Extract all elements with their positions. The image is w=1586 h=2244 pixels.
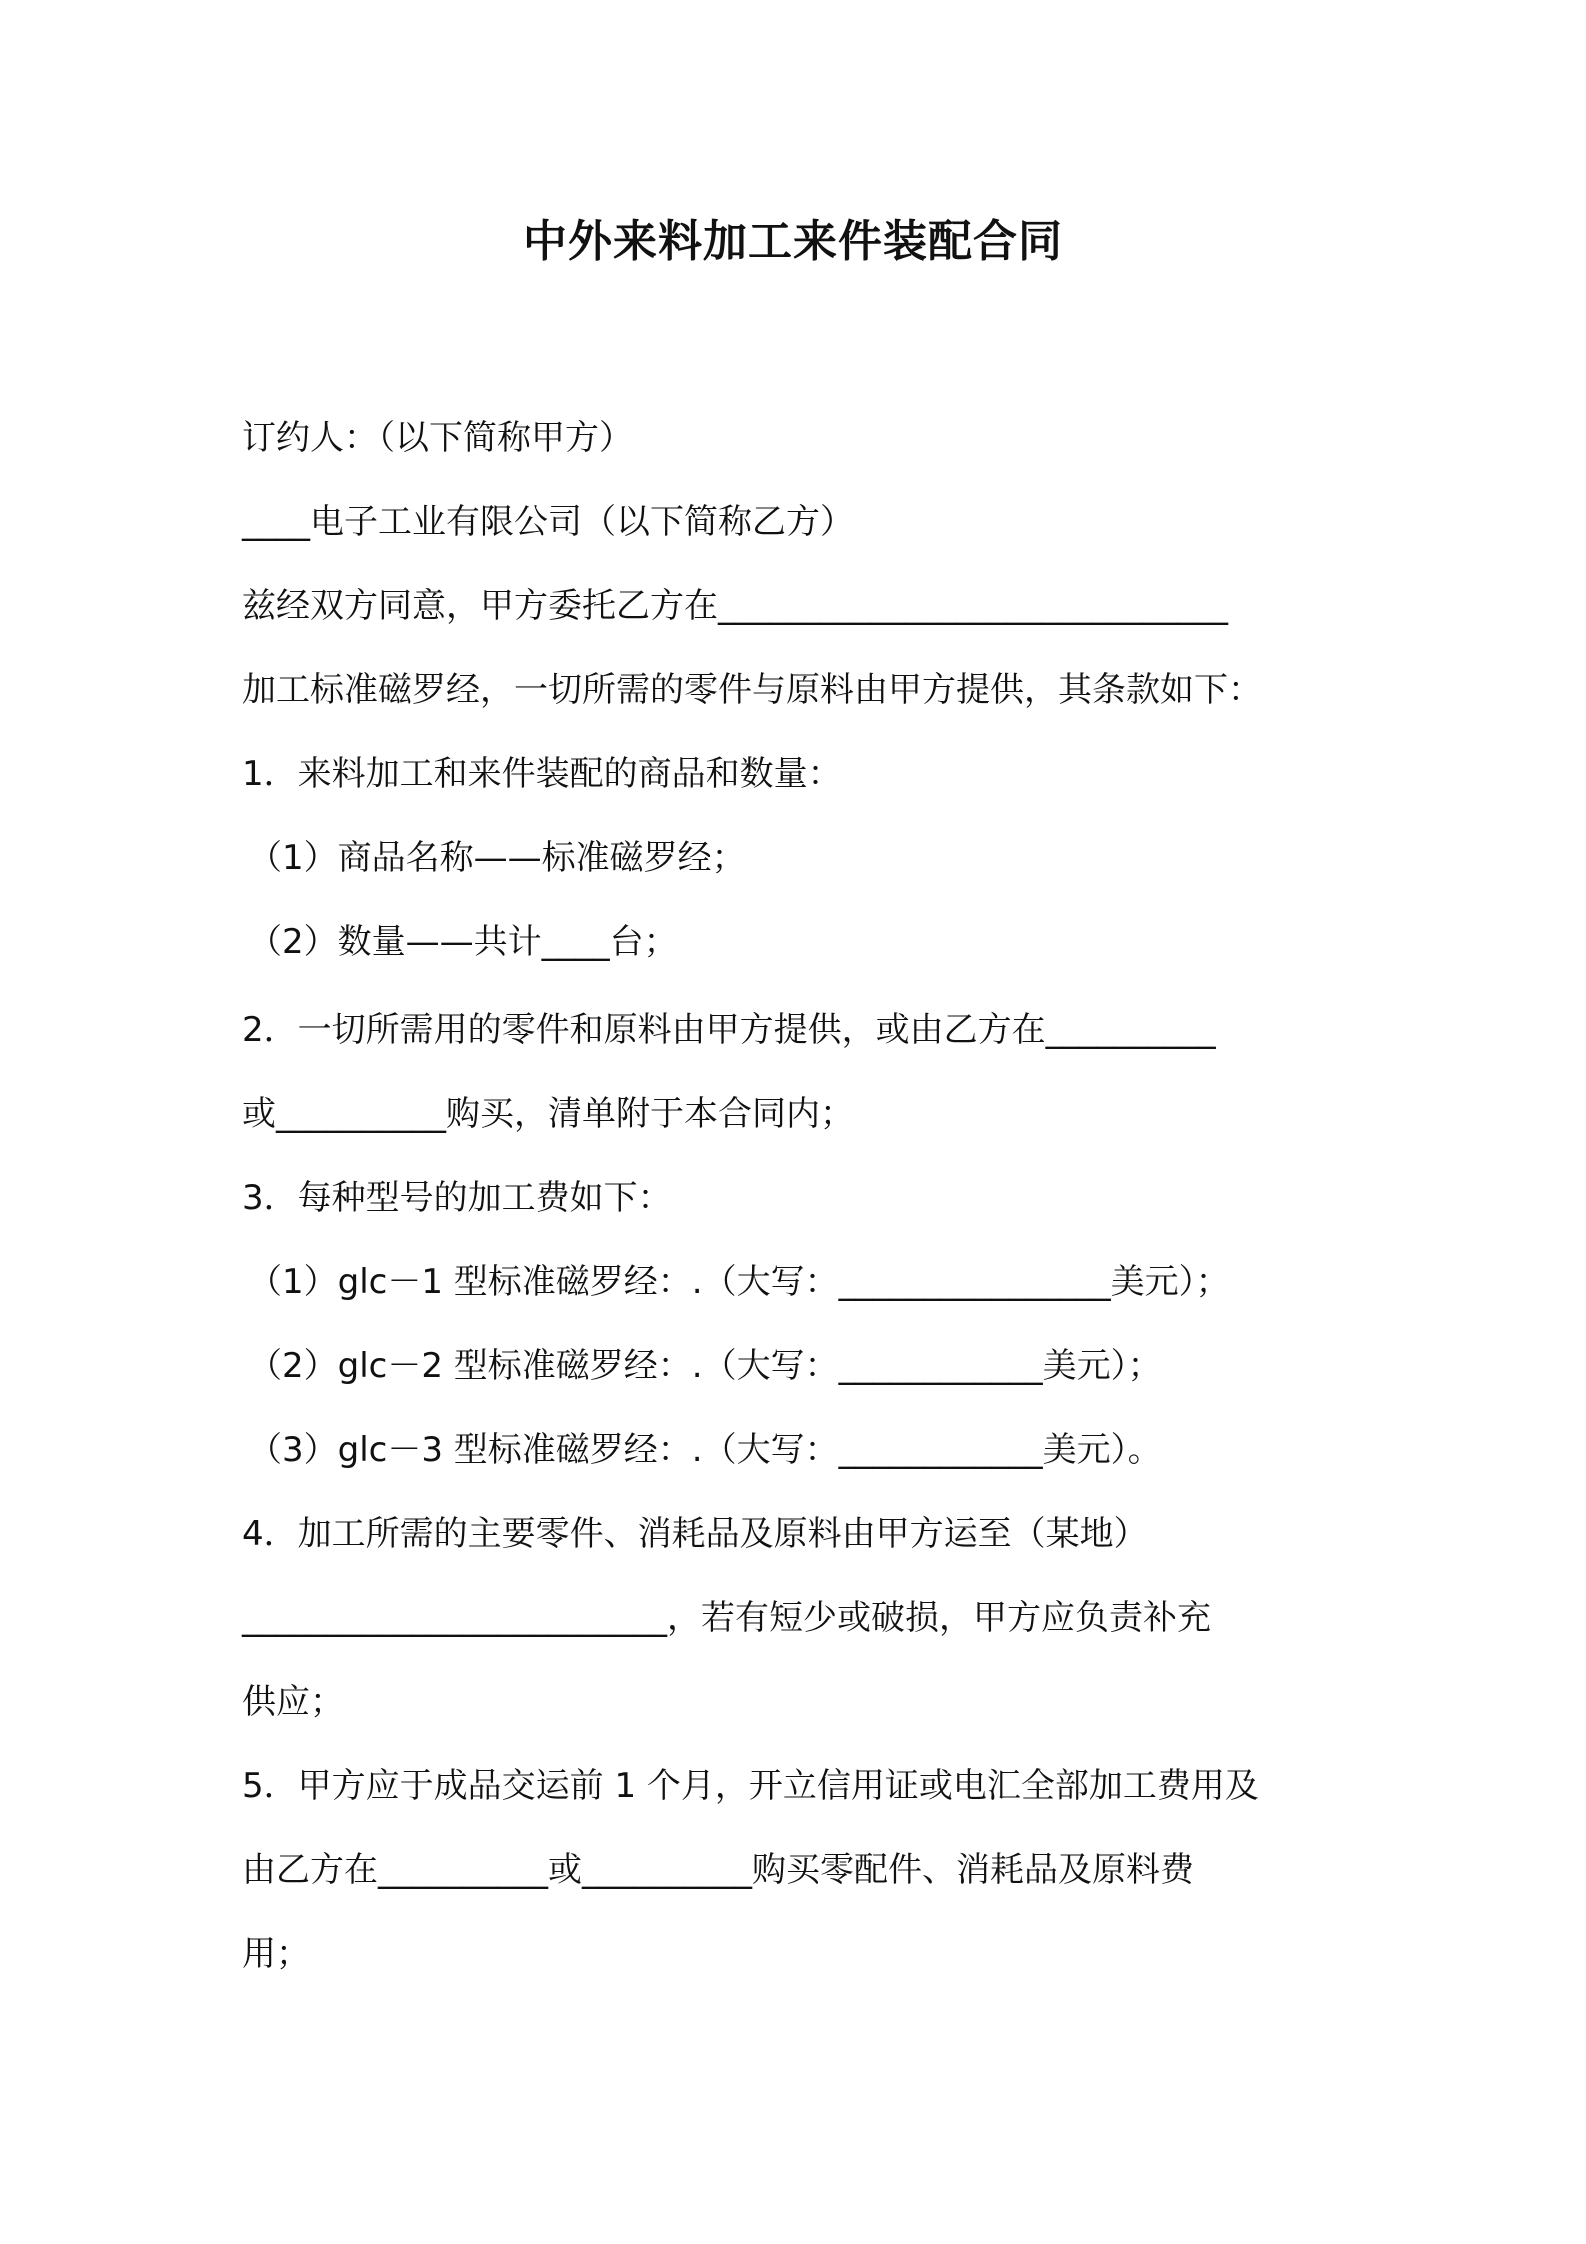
clause-4-line-1: 4．加工所需的主要零件、消耗品及原料由甲方运至（某地）: [242, 1514, 1148, 1554]
clause-2-line-2: 或__________购买，清单附于本合同内；: [242, 1094, 854, 1134]
clause-3-item-3: （3）glc－3 型标准磁罗经：.（大写：____________美元）。: [248, 1430, 1162, 1470]
agreement-intro-continued: 加工标准磁罗经，一切所需的零件与原料由甲方提供，其条款如下：: [242, 670, 1262, 710]
clause-5-line-2: 由乙方在__________或__________购买零配件、消耗品及原料费: [242, 1850, 1194, 1890]
clause-3-item-2: （2）glc－2 型标准磁罗经：.（大写：____________美元）；: [248, 1346, 1162, 1386]
clause-1-item-2: （2）数量——共计____台；: [248, 922, 678, 962]
clause-2-line-1: 2．一切所需用的零件和原料由甲方提供，或由乙方在__________: [242, 1010, 1216, 1050]
clause-4-line-3: 供应；: [242, 1682, 344, 1722]
clause-5-line-3: 用；: [242, 1934, 310, 1974]
contract-party-b-line: ____电子工业有限公司（以下简称乙方）: [242, 502, 854, 542]
clause-3-item-1: （1）glc－1 型标准磁罗经：.（大写：________________美元）；: [248, 1262, 1230, 1302]
clause-5-line-1: 5．甲方应于成品交运前 1 个月，开立信用证或电汇全部加工费用及: [242, 1766, 1259, 1806]
contract-party-a-line: 订约人：（以下简称甲方）: [242, 418, 633, 458]
clause-1-item-1: （1）商品名称——标准磁罗经；: [248, 838, 746, 878]
agreement-intro-line: 兹经双方同意，甲方委托乙方在______________________________: [242, 586, 1228, 626]
clause-1-heading: 1．来料加工和来件装配的商品和数量：: [242, 754, 842, 794]
document-title: 中外来料加工来件装配合同: [523, 216, 1063, 267]
clause-3-heading: 3．每种型号的加工费如下：: [242, 1178, 672, 1218]
clause-4-line-2: _________________________，若有短少或破损，甲方应负责补充: [242, 1598, 1211, 1638]
